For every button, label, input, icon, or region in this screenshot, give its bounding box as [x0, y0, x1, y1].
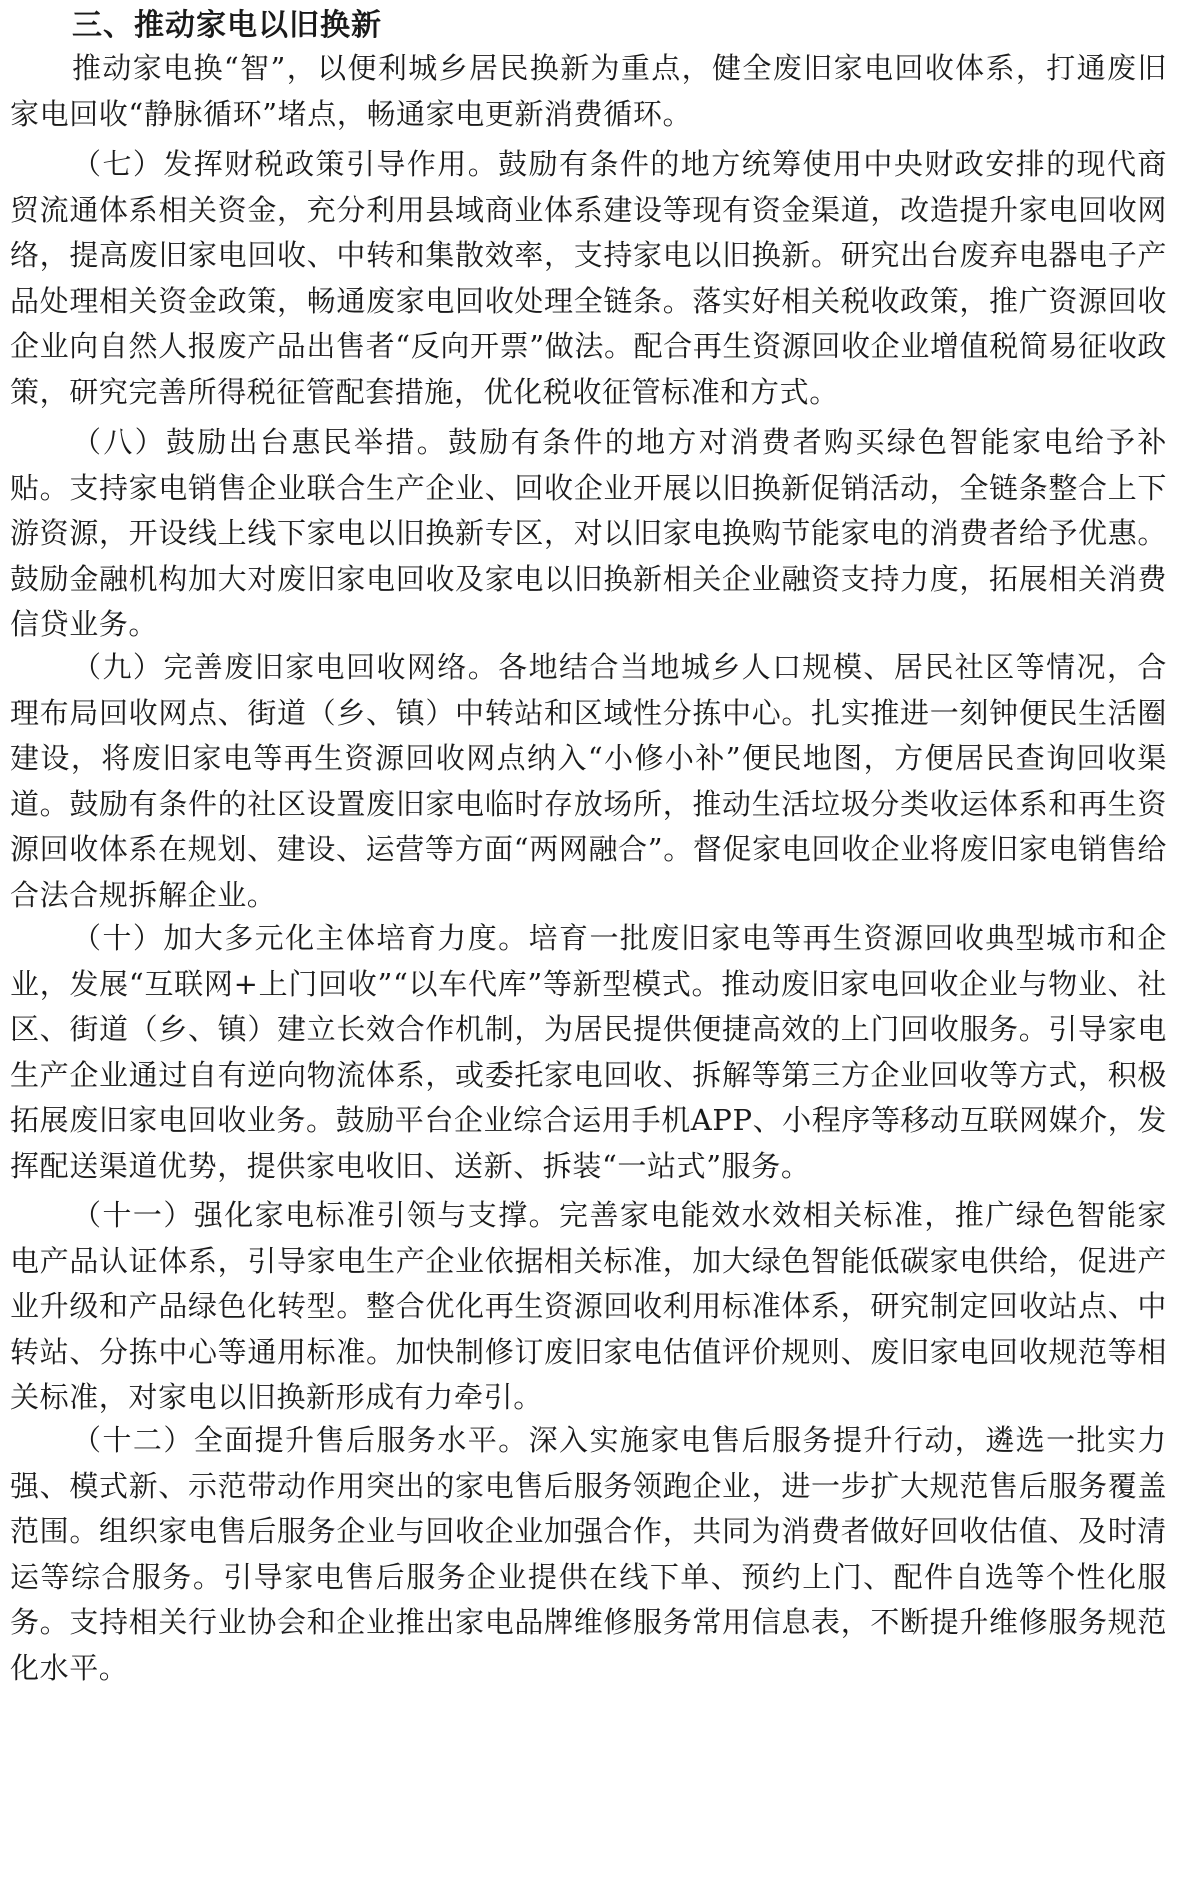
paragraph-10: （十）加大多元化主体培育力度。培育一批废旧家电等再生资源回收典型城市和企业，发展“互联网+上门回收”“以车代库”等新型模式。推动废旧家电回收企业与物业、社区、街道（乡、镇）建立长效合作机制，为居民提供便捷高效的上门回收服务。引导家电生产企业通过自有逆向物流体系，或委托家电回收、拆解等第三方企业回收等方式，积极拓展废旧家电回收业务。鼓励平台企业综合运用手机APP、小程序等移动互联网媒介，发挥配送渠道优势，提供家电收旧、送新、拆装“一站式”服务。	[10, 921, 1167, 1183]
paragraph-8: （八）鼓励出台惠民举措。鼓励有条件的地方对消费者购买绿色智能家电给予补贴。支持家电销售企业联合生产企业、回收企业开展以旧换新促销活动，全链条整合上下游资源，开设线上线下家电以旧换新专区，对以旧家电换购节能家电的消费者给予优惠。鼓励金融机构加大对废旧家电回收及家电以旧换新相关企业融资支持力度，拓展相关消费信贷业务。	[10, 425, 1167, 641]
paragraph-7: （七）发挥财税政策引导作用。鼓励有条件的地方统筹使用中央财政安排的现代商贸流通体系相关资金，充分利用县域商业体系建设等现有资金渠道，改造提升家电回收网络，提高废旧家电回收、中转和集散效率，支持家电以旧换新。研究出台废弃电器电子产品处理相关资金政策，畅通废家电回收处理全链条。落实好相关税收政策，推广资源回收企业向自然人报废产品出售者“反向开票”做法。配合再生资源回收企业增值税简易征收政策，研究完善所得税征管配套措施，优化税收征管标准和方式。	[10, 147, 1167, 409]
section-intro-paragraph: 推动家电换“智”，以便利城乡居民换新为重点，健全废旧家电回收体系，打通废旧家电回收“静脉循环”堵点，畅通家电更新消费循环。	[10, 51, 1167, 131]
paragraph-9: （九）完善废旧家电回收网络。各地结合当地城乡人口规模、居民社区等情况，合理布局回收网点、街道（乡、镇）中转站和区域性分拣中心。扎实推进一刻钟便民生活圈建设，将废旧家电等再生资源回收网点纳入“小修小补”便民地图，方便居民查询回收渠道。鼓励有条件的社区设置废旧家电临时存放场所，推动生活垃圾分类收运体系和再生资源回收体系在规划、建设、运营等方面“两网融合”。督促家电回收企业将废旧家电销售给合法合规拆解企业。	[10, 650, 1167, 912]
paragraph-11: （十一）强化家电标准引领与支撑。完善家电能效水效相关标准，推广绿色智能家电产品认证体系，引导家电生产企业依据相关标准，加大绿色智能低碳家电供给，促进产业升级和产品绿色化转型。整合优化再生资源回收利用标准体系，研究制定回收站点、中转站、分拣中心等通用标准。加快制修订废旧家电估值评价规则、废旧家电回收规范等相关标准，对家电以旧换新形成有力牵引。	[10, 1198, 1167, 1414]
paragraph-12: （十二）全面提升售后服务水平。深入实施家电售后服务提升行动，遴选一批实力强、模式新、示范带动作用突出的家电售后服务领跑企业，进一步扩大规范售后服务覆盖范围。组织家电售后服务企业与回收企业加强合作，共同为消费者做好回收估值、及时清运等综合服务。引导家电售后服务企业提供在线下单、预约上门、配件自选等个性化服务。支持相关行业协会和企业推出家电品牌维修服务常用信息表，不断提升维修服务规范化水平。	[10, 1423, 1167, 1685]
section-heading: 三、推动家电以旧换新	[72, 8, 382, 43]
